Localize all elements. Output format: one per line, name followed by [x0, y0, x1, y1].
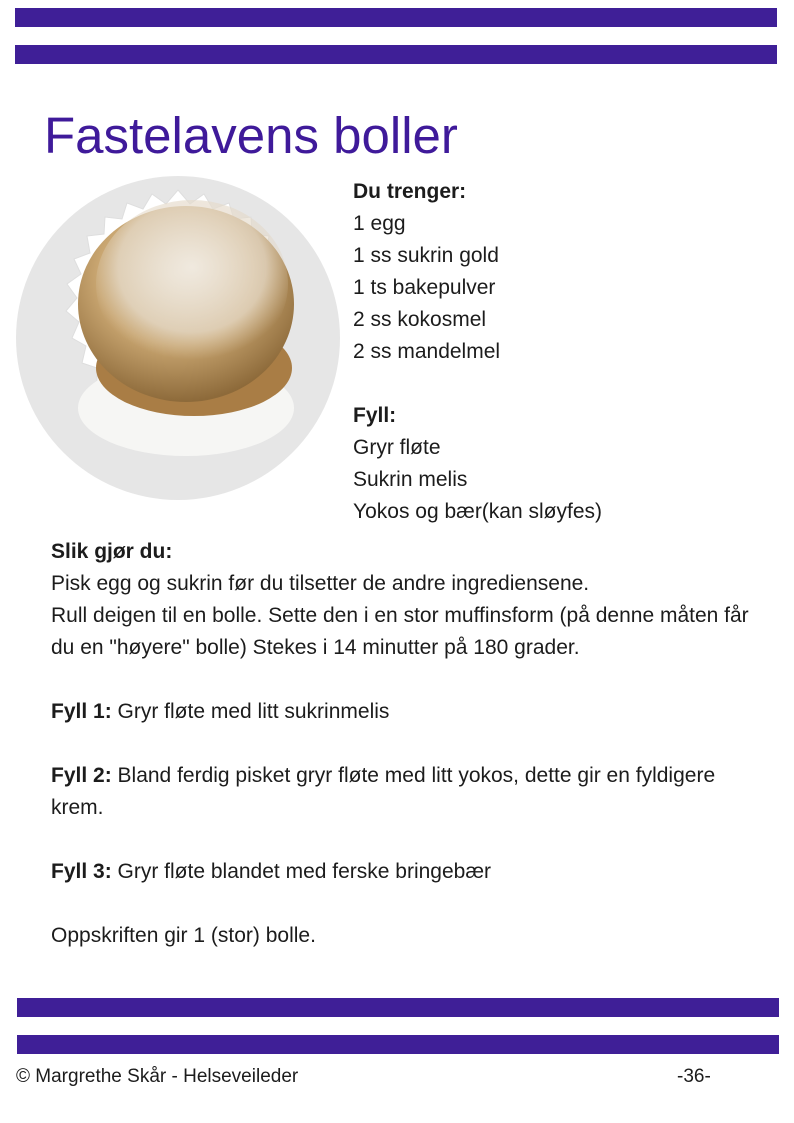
fill-2	[51, 760, 751, 824]
top-bar-2	[15, 45, 777, 64]
ingredient-item: 1 egg	[353, 212, 406, 235]
powdered-sugar	[96, 200, 288, 368]
bun-illustration	[16, 176, 340, 500]
method-step: Pisk egg og sukrin før du tilsetter de andre ingrediensene.	[51, 572, 590, 595]
fill-2-text: Bland ferdig pisket gryr fløte med litt yokos, dette gir en fyldigere krem.	[51, 764, 716, 819]
ingredients-heading: Du trenger:	[353, 180, 467, 203]
page-title: Fastelavens boller	[44, 107, 458, 164]
footer-copyright: © Margrethe Skår - Helseveileder	[16, 1066, 299, 1087]
method-heading: Slik gjør du:	[51, 540, 173, 563]
filling-item: Gryr fløte	[353, 436, 441, 459]
fill-1	[51, 696, 751, 728]
fill-3	[51, 856, 751, 888]
bottom-bar-2	[17, 1035, 779, 1054]
ingredient-item: 1 ss sukrin gold	[353, 244, 499, 267]
method-step: Rull deigen til en bolle. Sette den i en stor muffinsform (på denne måten får du en "høyere" bolle) Stekes i 14 minutter på 180 grader.	[51, 604, 749, 659]
ingredient-item: 1 ts bakepulver	[353, 276, 496, 299]
ingredient-item: 2 ss kokosmel	[353, 308, 487, 331]
fill-3-text: Gryr fløte blandet med ferske bringebær	[111, 860, 492, 883]
top-bar-1	[15, 8, 777, 27]
filling-item: Sukrin melis	[353, 468, 468, 491]
ingredient-section	[353, 176, 602, 528]
filling-heading: Fyll:	[353, 404, 397, 427]
filling-item: Yokos og bær(kan sløyfes)	[353, 500, 602, 523]
ingredient-item: 2 ss mandelmel	[353, 340, 501, 363]
fill-2-label: Fyll 2:	[51, 764, 112, 787]
fill-1-text: Gryr fløte med litt sukrinmelis	[111, 700, 390, 723]
recipe-yield: Oppskriften gir 1 (stor) bolle.	[51, 924, 316, 947]
fill-1-label: Fyll 1:	[51, 700, 112, 723]
method-section	[51, 536, 751, 952]
page-number: -36-	[677, 1066, 711, 1087]
spacer	[353, 368, 602, 400]
dessert-photo	[16, 176, 340, 500]
fill-3-label: Fyll 3:	[51, 860, 112, 883]
bottom-bar-1	[17, 998, 779, 1017]
